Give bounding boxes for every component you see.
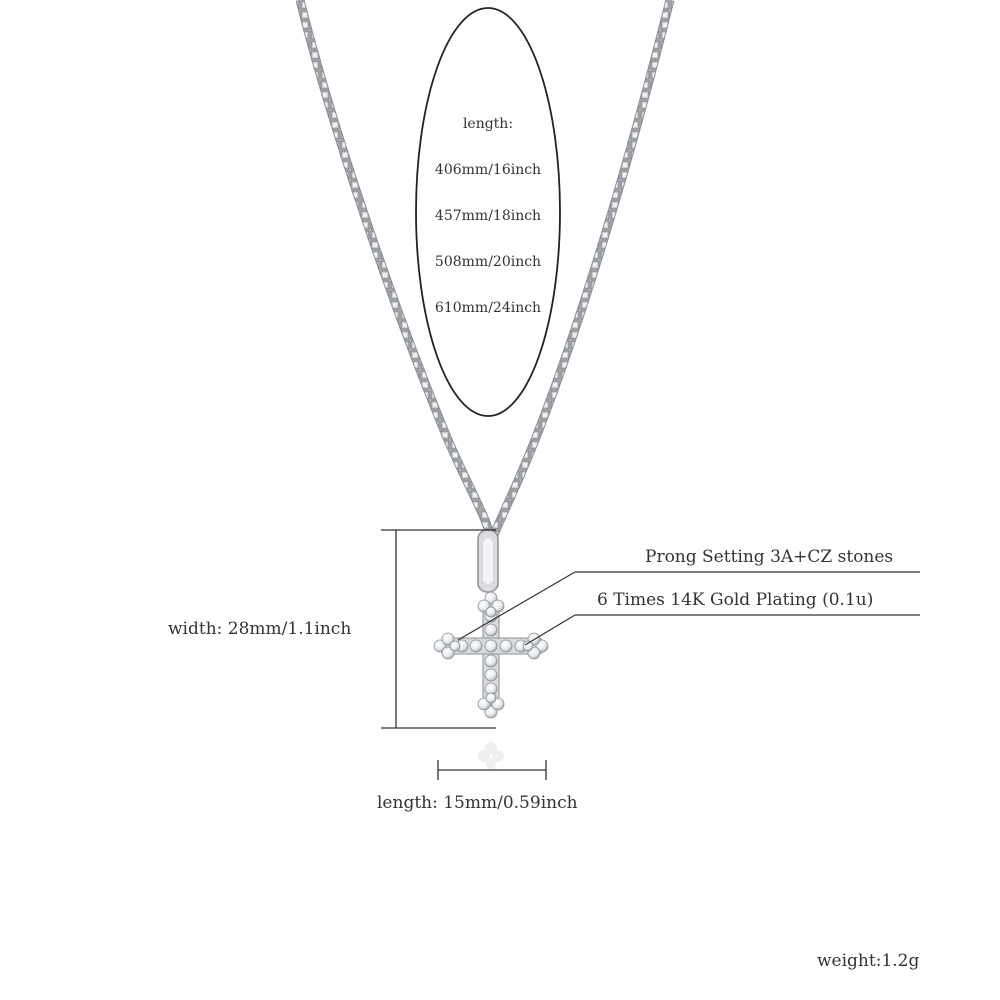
plating-callout: 6 Times 14K Gold Plating (0.1u) <box>597 590 874 610</box>
weight-label: weight:1.2g <box>817 951 920 971</box>
stones-callout: Prong Setting 3A+CZ stones <box>645 547 894 567</box>
length-label: length: 15mm/0.59inch <box>377 793 578 813</box>
length-options <box>416 8 560 418</box>
pendant-reflection <box>478 742 504 769</box>
length-option: 406mm/16inch <box>434 162 542 178</box>
pendant-bail <box>478 530 498 592</box>
length-option: 508mm/20inch <box>434 254 542 270</box>
length-option: 610mm/24inch <box>434 300 542 316</box>
length-option: 457mm/18inch <box>434 208 542 224</box>
cross-pendant <box>434 592 548 718</box>
length-heading: length: <box>462 116 514 132</box>
width-label: width: 28mm/1.1inch <box>168 619 352 639</box>
